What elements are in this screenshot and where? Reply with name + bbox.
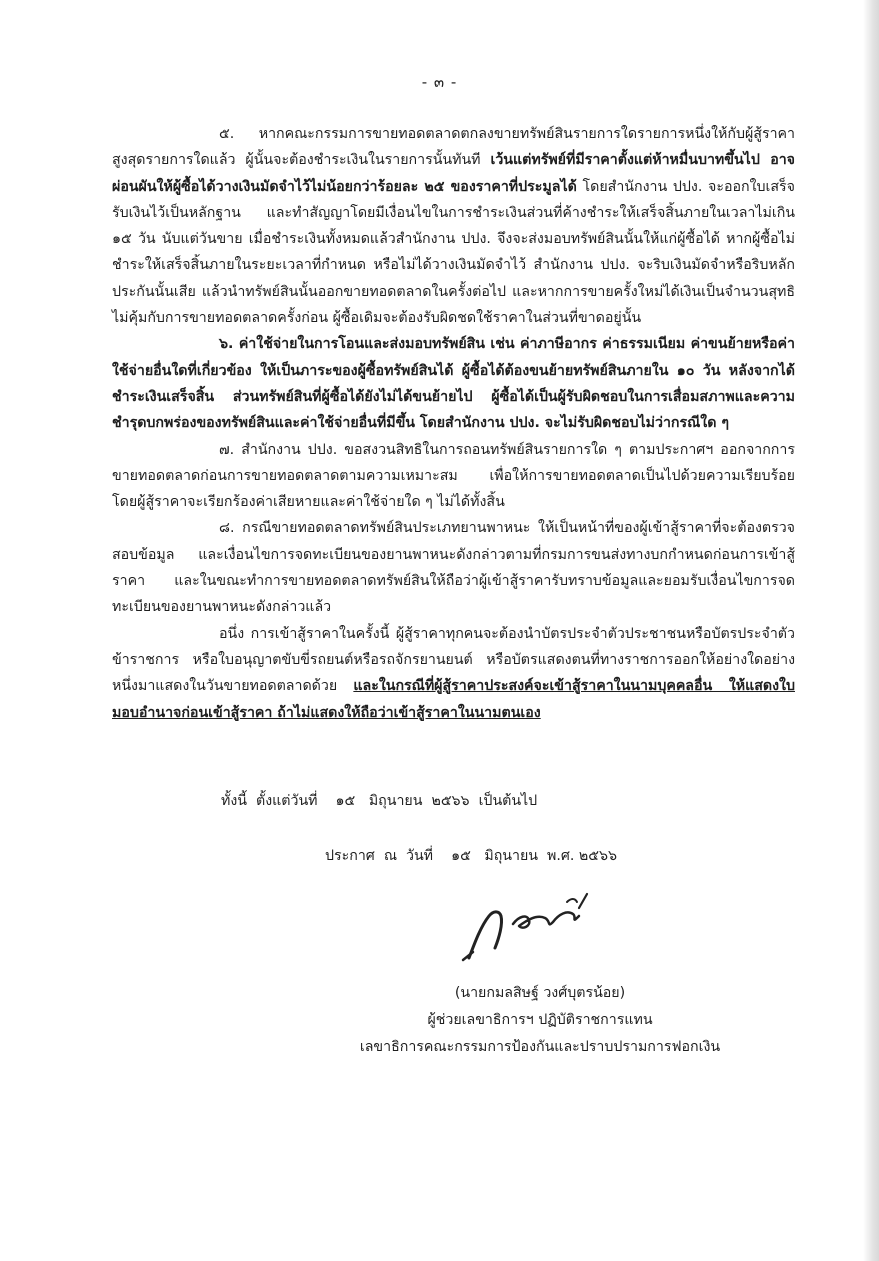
document-body (112, 121, 795, 726)
page-number: - ๓ - (421, 73, 458, 91)
clause-5-text: ๕. หากคณะกรรมการขายทอดตลาดตกลงขายทรัพย์สินรายการใดรายการหนึ่งให้กับผู้สู้ราคาสูงสุดรายการใดแล้ว ผู้นั้นจะต้องชำระเงินในรายการนั้นทันที (112, 126, 795, 169)
clause-5-deposit-condition: เว้นแต่ทรัพย์ที่มีราคาตั้งแต่ห้าหมื่นบาทขึ้นไป อาจผ่อนผันให้ผู้ซื้อได้วางเงินมัดจำไว้ไม่น้อยกว่าร้อยละ ๒๕ ของราคาที่ประมูลได้ (112, 152, 795, 195)
effective-date-line: ทั้งนี้ ตั้งแต่วันที่ ๑๕ มิถุนายน ๒๕๖๖ เป็นต้นไป (221, 793, 538, 809)
signature-block (320, 980, 760, 1061)
announcement-date-line: ประกาศ ณ วันที่ ๑๕ มิถุนายน พ.ศ. ๒๕๖๖ (325, 848, 617, 864)
clause-note-proxy-condition: และในกรณีที่ผู้สู้ราคาประสงค์จะเข้าสู้ราคาในนามบุคคลอื่น ให้แสดงใบมอบอำนาจก่อนเข้าสู้ราคา ถ้าไม่แสดงให้ถือว่าเข้าสู้ราคาในนามตนเอง (112, 678, 795, 721)
clause-note (112, 621, 795, 726)
signatory-name: (นายกมลสิษฐ์ วงศ์บุตรน้อย) (454, 985, 626, 1001)
clause-5 (112, 121, 795, 331)
clause-note-text: อนึ่ง การเข้าสู้ราคาในครั้งนี้ ผู้สู้ราคาทุกคนจะต้องนำบัตรประจำตัวประชาชนหรือบัตรประจำตัวข้าราชการ หรือใบอนุญาตขับขี่รถยนต์หรือรถจักรยานยนต์ หรือบัตรแสดงตนที่ทางราชการออกให้อย่างใดอย่างหนึ่งมาแสดงในวันขายทอดตลาดด้วย (112, 625, 795, 695)
clause-5-text-continued: โดยสำนักงาน ปปง. จะออกใบเสร็จรับเงินไว้เป็นหลักฐาน และทำสัญญาโดยมีเงื่อนไขในการชำระเงินส่วนที่ค้างชำระให้เสร็จสิ้นภายในเวลาไม่เกิน ๑๕ วัน นับแต่วันขาย เมื่อชำระเงินทั้งหมดแล้วสำนักงาน ปปง. จึงจะส่งมอบทรัพย์สินนั้นให้แก่ผู้ซื้อได้ หากผู้ซื้อไม่ชำระให้เสร็จสิ้นภายในระยะเวลาที่กำหนด หรือไม่ได้วางเงินมัดจำไว้ สำนักงาน ปปง. จะริบเงินมัดจำหรือริบหลักประกันนั้นเสีย แล้วนำทรัพย์สินนั้นออกขายทอดตลาดในครั้งต่อไป และหากการขายครั้งใหม่ได้เงินเป็นจำนวนสุทธิไม่คุ้มกับการขายทอดตลาดครั้งก่อน ผู้ซื้อเดิมจะต้องรับผิดชดใช้ราคาในส่วนที่ขาดอยู่นั้น (112, 178, 795, 327)
clause-6: ๖. ค่าใช้จ่ายในการโอนและส่งมอบทรัพย์สิน เช่น ค่าภาษีอากร ค่าธรรมเนียม ค่าขนย้ายหรือค่าใช้จ่ายอื่นใดที่เกี่ยวข้อง ให้เป็นภาระของผู้ซื้อทรัพย์สินได้ ผู้ซื้อได้ต้องขนย้ายทรัพย์สินภายใน ๑๐ วัน หลังจากได้ชำระเงินเสร็จสิ้น ส่วนทรัพย์สินที่ผู้ซื้อได้ยังไม่ได้ขนย้ายไป ผู้ซื้อได้เป็นผู้รับผิดชอบในการเสื่อมสภาพและความชำรุดบกพร่องของทรัพย์สินและค่าใช้จ่ายอื่นที่มีขึ้น โดยสำนักงาน ปปง. จะไม่รับผิดชอบไม่ว่ากรณีใด ๆ (112, 336, 795, 432)
clause-8: ๘. กรณีขายทอดตลาดทรัพย์สินประเภทยานพาหนะ ให้เป็นหน้าที่ของผู้เข้าสู้ราคาที่จะต้องตรวจสอบข้อมูล และเงื่อนไขการจดทะเบียนของยานพาหนะดังกล่าวตามที่กรมการขนส่งทางบกกำหนดก่อนการเข้าสู้ราคา และในขณะทำการขายทอดตลาดทรัพย์สินให้ถือว่าผู้เข้าสู้ราคารับทราบข้อมูลและยอมรับเงื่อนไขการจดทะเบียนของยานพาหนะดังกล่าวแล้ว (112, 520, 795, 616)
handwritten-signature (455, 880, 605, 970)
signatory-office: เลขาธิการคณะกรรมการป้องกันและปราบปรามการฟอกเงิน (359, 1039, 721, 1055)
signatory-position: ผู้ช่วยเลขาธิการฯ ปฏิบัติราชการแทน (427, 1012, 653, 1028)
clause-7: ๗. สำนักงาน ปปง. ขอสงวนสิทธิในการถอนทรัพย์สินรายการใด ๆ ตามประกาศฯ ออกจากการขายทอดตลาดก่อนการขายทอดตลาดตามความเหมาะสม เพื่อให้การขายทอดตลาดเป็นไปด้วยความเรียบร้อย โดยผู้สู้ราคาจะเรียกร้องค่าเสียหายและค่าใช้จ่ายใด ๆ ไม่ได้ทั้งสิ้น (112, 441, 795, 511)
page-edge-shadow (863, 0, 879, 1261)
